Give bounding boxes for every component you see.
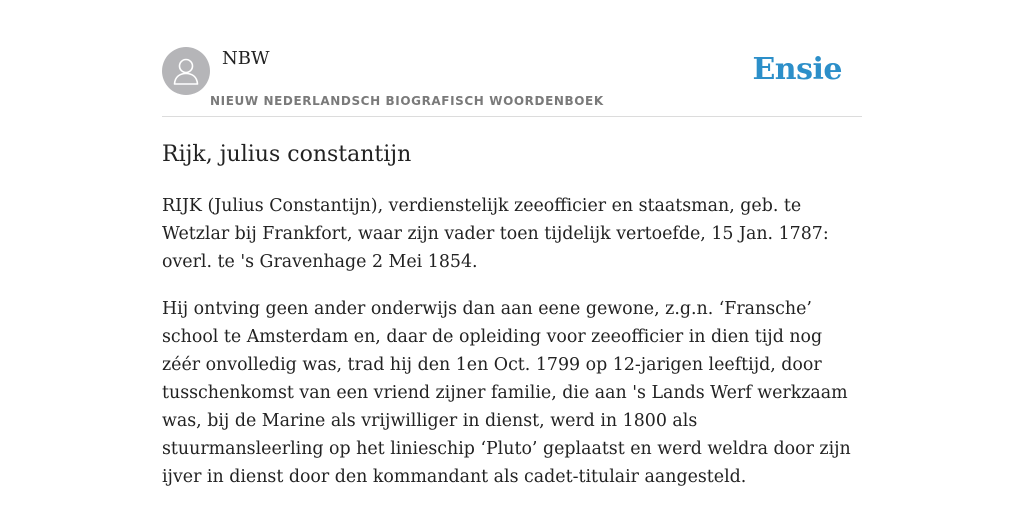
brand-logo[interactable]: Ensie (752, 52, 842, 87)
author-avatar[interactable] (162, 47, 210, 95)
header (162, 46, 862, 117)
article-body (162, 192, 862, 510)
user-icon (173, 57, 199, 85)
source-name[interactable]: NIEUW NEDERLANDSCH BIOGRAFISCH WOORDENBOEK (210, 94, 604, 108)
page-title: Rijk, julius constantijn (162, 142, 412, 167)
paragraph-1: RIJK (Julius Constantijn), verdienstelijk zeeofficier en staatsman, geb. te Wetzlar bij Frankfort, waar zijn vader toen tijdelijk vertoefde, 15 Jan. 1787: overl. te 's Gravenhage 2 Mei 1854. (162, 196, 829, 272)
paragraph-2: Hij ontving geen ander onderwijs dan aan eene gewone, z.g.n. ‘Fransche’ school te Amsterdam en, daar de opleiding voor zeeofficier in dien tijd nog zéér onvolledig was, trad hij den 1en Oct. 1799 op 12-jarigen leeftijd, door tusschenkomst van een vriend zijner familie, die aan 's Lands Werf werkzaam was, bij de Marine als vrijwilliger in dienst, werd in 1800 als stuurmansleerling op het linieschip ‘Pluto’ geplaatst en werd weldra door zijn ijver in dienst door den kommandant als cadet-titulair aangesteld. (162, 299, 851, 487)
author-name[interactable]: NBW (222, 48, 270, 69)
